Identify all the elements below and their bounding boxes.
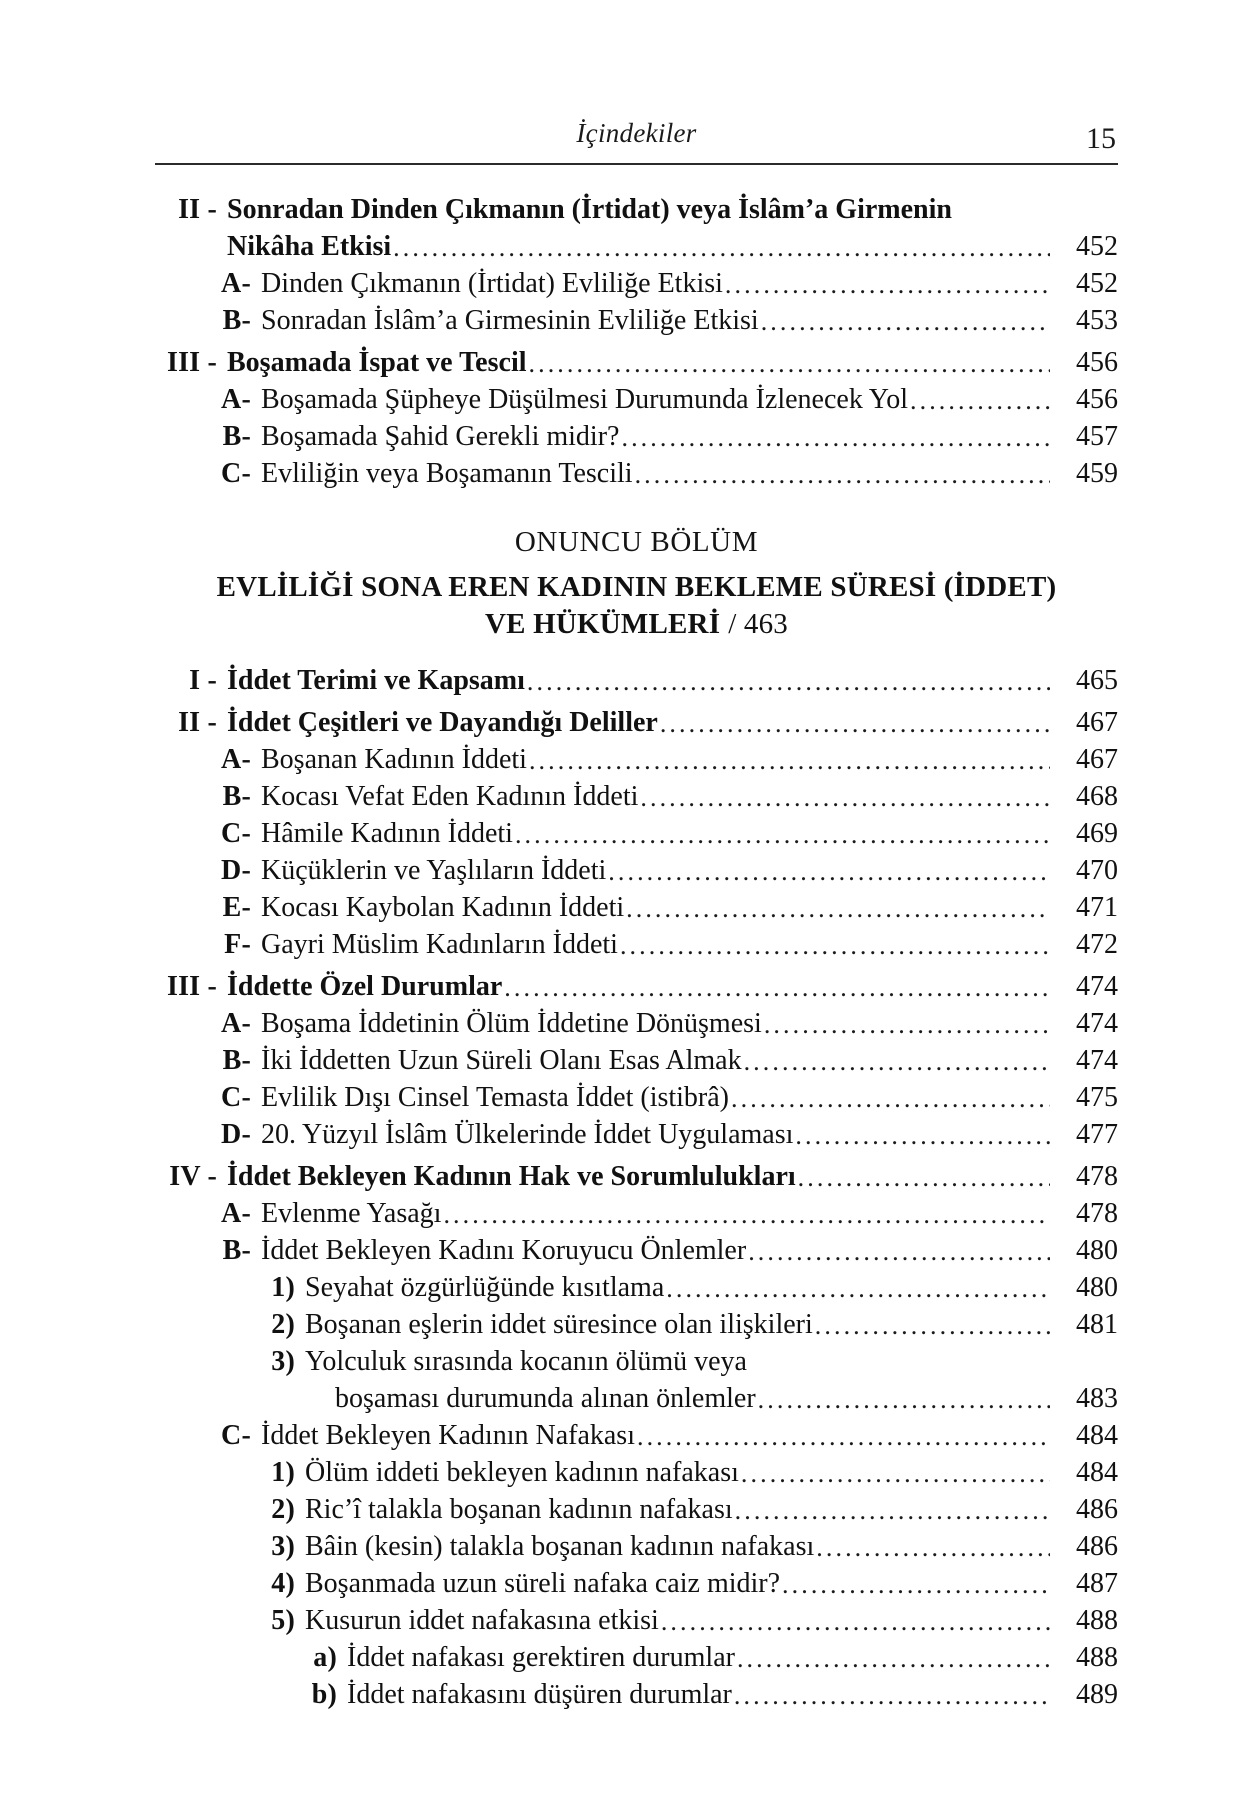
toc-entry-page-number: 457 [1076, 421, 1118, 452]
toc-entry[interactable] [155, 1533, 1118, 1561]
part-title-text: VE HÜKÜMLERİ [484, 608, 721, 640]
toc-entry[interactable] [155, 1274, 1118, 1302]
toc-dot-leader [761, 319, 1050, 335]
toc-entry[interactable] [155, 270, 1118, 298]
toc-entry-label: boşaması durumunda alınan önlemler [335, 1383, 756, 1414]
toc-entry-number: C- [221, 818, 251, 849]
toc-entry-label: Seyahat özgürlüğünde kısıtlama [305, 1272, 665, 1303]
toc-entry-label: Dinden Çıkmanın (İrtidat) Evliliğe Etkisi [261, 268, 723, 299]
toc-entry-number: C- [221, 458, 251, 489]
toc-dot-leader [782, 1582, 1050, 1598]
toc-dot-leader [666, 1286, 1050, 1302]
toc-entry-label: Bâin (kesin) talakla boşanan kadının nafakası [305, 1531, 815, 1562]
toc-entry[interactable] [155, 1496, 1118, 1524]
toc-entry-label: Evlilik Dışı Cinsel Temasta İddet (istibrâ) [261, 1082, 730, 1113]
toc-entry[interactable] [155, 233, 1118, 261]
toc-entry[interactable] [155, 857, 1118, 885]
toc-dot-leader [620, 943, 1050, 959]
toc-entry[interactable] [155, 931, 1118, 959]
toc-entry-page-number: 452 [1076, 231, 1118, 262]
toc-entry[interactable] [155, 1237, 1118, 1265]
toc-entry-label: Boşama İddetinin Ölüm İddetine Dönüşmesi [261, 1008, 762, 1039]
toc-entry-number: 2) [271, 1309, 295, 1340]
toc-dot-leader [737, 1656, 1050, 1672]
toc-entry-page-number: 483 [1076, 1383, 1118, 1414]
toc-entry-label: Boşamada Şüpheye Düşülmesi Durumunda İzlenecek Yol [261, 384, 908, 415]
toc-entry-page-number: 472 [1076, 929, 1118, 960]
toc-entry-page-number: 481 [1076, 1309, 1118, 1340]
toc-entry[interactable] [155, 1607, 1118, 1635]
toc-dot-leader [764, 1022, 1050, 1038]
toc-entry-page-number: 459 [1076, 458, 1118, 489]
toc-entry-label: Sonradan Dinden Çıkmanın (İrtidat) veya İslâm’a Girmenin [227, 194, 952, 225]
toc-entry-page-number: 474 [1076, 1045, 1118, 1076]
toc-entry-label: Kocası Kaybolan Kadının İddeti [261, 892, 625, 923]
toc-entry-number: II - [178, 707, 217, 738]
toc-entry[interactable] [155, 709, 1118, 737]
toc-entry-number: E- [222, 892, 251, 923]
toc-entry-page-number: 487 [1076, 1568, 1118, 1599]
toc-entry-label: Yolculuk sırasında kocanın ölümü veya [305, 1346, 747, 1377]
toc-dot-leader [637, 1434, 1050, 1450]
toc-dot-leader [527, 679, 1050, 695]
toc-entry-number: a) [313, 1642, 337, 1673]
toc-entry-label: İddette Özel Durumlar [227, 971, 503, 1002]
toc-entry-page-number: 480 [1076, 1235, 1118, 1266]
page-folio-number: 15 [1086, 122, 1116, 155]
toc-entry-label: Kocası Vefat Eden Kadının İddeti [261, 781, 639, 812]
toc-entry-label: Boşamada İspat ve Tescil [227, 347, 527, 378]
toc-dot-leader [626, 906, 1050, 922]
toc-entry-number: B- [222, 421, 251, 452]
toc-entry-page-number: 488 [1076, 1605, 1118, 1636]
toc-dot-leader [515, 832, 1050, 848]
toc-entry-label: İddet Terimi ve Kapsamı [227, 665, 525, 696]
toc-entry-page-number: 469 [1076, 818, 1118, 849]
part-title-line-2 [155, 608, 1118, 641]
toc-entry-page-number: 474 [1076, 1008, 1118, 1039]
toc-dot-leader [910, 398, 1050, 414]
toc-entry-number: II - [178, 194, 217, 225]
toc-dot-leader [741, 1471, 1050, 1487]
toc-dot-leader [621, 435, 1050, 451]
toc-dot-leader [954, 208, 1050, 224]
toc-entry-label: İddet Bekleyen Kadının Hak ve Sorumlulukları [227, 1161, 796, 1192]
toc-dot-leader [661, 1619, 1050, 1635]
toc-section-upper [155, 196, 1118, 488]
toc-entry-number: A- [221, 268, 251, 299]
toc-entry-label: İddet nafakasını düşüren durumlar [347, 1679, 732, 1710]
toc-dot-leader [734, 1693, 1050, 1709]
toc-dot-leader [529, 758, 1050, 774]
toc-entry[interactable] [155, 1459, 1118, 1487]
toc-entry-number: III - [166, 971, 217, 1002]
toc-entry-label: Ric’î talakla boşanan kadının nafakası [305, 1494, 733, 1525]
toc-entry-label: İddet Bekleyen Kadının Nafakası [261, 1420, 635, 1451]
toc-entry[interactable] [155, 1311, 1118, 1339]
toc-entry[interactable] [155, 667, 1118, 695]
toc-entry-page-number: 488 [1076, 1642, 1118, 1673]
toc-entry-label: İddet Çeşitleri ve Dayandığı Deliller [227, 707, 658, 738]
toc-dot-leader [748, 1249, 1050, 1265]
toc-entry-number: 1) [271, 1272, 295, 1303]
toc-entry-page-number: 484 [1076, 1420, 1118, 1451]
toc-entry-page-number: 470 [1076, 855, 1118, 886]
toc-entry-number: A- [221, 384, 251, 415]
toc-entry[interactable] [155, 1348, 1118, 1376]
toc-dot-leader [529, 361, 1051, 377]
toc-entry-page-number: 478 [1076, 1161, 1118, 1192]
toc-entry-number: 3) [271, 1531, 295, 1562]
toc-dot-leader [504, 985, 1050, 1001]
toc-entry[interactable] [155, 1681, 1118, 1709]
toc-entry-label: Nikâha Etkisi [227, 231, 392, 262]
toc-entry-page-number: 467 [1076, 744, 1118, 775]
toc-entry[interactable] [155, 349, 1118, 377]
toc-entry-page-number: 465 [1076, 665, 1118, 696]
toc-entry-number: A- [221, 1008, 251, 1039]
toc-entry-label: İddet nafakası gerektiren durumlar [347, 1642, 735, 1673]
toc-dot-leader [744, 1059, 1050, 1075]
toc-entry-page-number: 474 [1076, 971, 1118, 1002]
toc-entry-label: Boşanmada uzun süreli nafaka caiz midir? [305, 1568, 781, 1599]
toc-entry[interactable] [155, 973, 1118, 1001]
toc-entry-number: 3) [271, 1346, 295, 1377]
toc-entry-number: IV - [169, 1161, 217, 1192]
toc-entry-page-number: 477 [1076, 1119, 1118, 1150]
toc-entry[interactable] [155, 1644, 1118, 1672]
toc-entry-label: Kusurun iddet nafakasına etkisi [305, 1605, 659, 1636]
toc-entry-label: Sonradan İslâm’a Girmesinin Evliliğe Etkisi [261, 305, 759, 336]
toc-entry-page-number: 486 [1076, 1494, 1118, 1525]
part-title-line-1: EVLİLİĞİ SONA EREN KADININ BEKLEME SÜRESİ (İDDET) [216, 571, 1057, 603]
toc-entry-number: A- [221, 1198, 251, 1229]
toc-entry-label: İki İddetten Uzun Süreli Olanı Esas Almak [261, 1045, 742, 1076]
toc-entry[interactable] [155, 1121, 1118, 1149]
toc-entry-label: 20. Yüzyıl İslâm Ülkelerinde İddet Uygulaması [261, 1119, 794, 1150]
toc-entry-page-number: 480 [1076, 1272, 1118, 1303]
toc-entry-page-number: 467 [1076, 707, 1118, 738]
part-title-folio: / 463 [728, 608, 789, 640]
toc-dot-leader [798, 1175, 1050, 1191]
toc-dot-leader [608, 869, 1050, 885]
toc-dot-leader [758, 1397, 1050, 1413]
toc-entry-number: I - [189, 665, 217, 696]
toc-section-lower [155, 667, 1118, 1709]
toc-entry-page-number: 456 [1076, 347, 1118, 378]
toc-entry[interactable] [155, 1084, 1118, 1112]
toc-entry-page-number: 453 [1076, 305, 1118, 336]
toc-entry-page-number: 452 [1076, 268, 1118, 299]
toc-dot-leader [749, 1360, 1050, 1376]
toc-entry-label: Boşanan Kadının İddeti [261, 744, 527, 775]
toc-entry[interactable] [155, 1385, 1118, 1413]
toc-dot-leader [731, 1096, 1050, 1112]
toc-entry[interactable] [155, 460, 1118, 488]
toc-entry[interactable] [155, 196, 1118, 224]
toc-entry-page-number: 471 [1076, 892, 1118, 923]
toc-entry-number: B- [222, 305, 251, 336]
toc-entry-label: Evlenme Yasağı [261, 1198, 442, 1229]
toc-dot-leader [815, 1323, 1050, 1339]
toc-entry-page-number: 478 [1076, 1198, 1118, 1229]
toc-entry-number: III - [166, 347, 217, 378]
toc-entry-page-number: 486 [1076, 1531, 1118, 1562]
toc-entry-page-number: 475 [1076, 1082, 1118, 1113]
toc-entry-number: C- [221, 1420, 251, 1451]
toc-entry-label: Evliliğin veya Boşamanın Tescili [261, 458, 633, 489]
toc-entry[interactable] [155, 1010, 1118, 1038]
toc-dot-leader [393, 245, 1050, 261]
toc-entry[interactable] [155, 423, 1118, 451]
toc-dot-leader [660, 721, 1050, 737]
header-rule [155, 163, 1118, 165]
toc-entry[interactable] [155, 894, 1118, 922]
part-heading [155, 526, 1118, 641]
toc-entry-label: Boşamada Şahid Gerekli midir? [261, 421, 620, 452]
toc-entry[interactable] [155, 1047, 1118, 1075]
toc-entry-number: 5) [271, 1605, 295, 1636]
toc-entry-page-number: 484 [1076, 1457, 1118, 1488]
toc-entry-label: Ölüm iddeti bekleyen kadının nafakası [305, 1457, 739, 1488]
toc-dot-leader [725, 282, 1050, 298]
toc-dot-leader [443, 1212, 1050, 1228]
toc-entry[interactable] [155, 307, 1118, 335]
toc-dot-leader [640, 795, 1050, 811]
running-head-title: İçindekiler [576, 118, 697, 148]
toc-dot-leader [635, 472, 1050, 488]
toc-entry-number: D- [221, 1119, 251, 1150]
toc-entry-label: Boşanan eşlerin iddet süresince olan ilişkileri [305, 1309, 813, 1340]
toc-entry-number: B- [222, 1235, 251, 1266]
toc-entry-page-number: 489 [1076, 1679, 1118, 1710]
toc-entry[interactable] [155, 386, 1118, 414]
toc-entry-number: C- [221, 1082, 251, 1113]
toc-entry-number: 2) [271, 1494, 295, 1525]
part-kicker: ONUNCU BÖLÜM [514, 526, 759, 558]
toc-entry[interactable] [155, 1163, 1118, 1191]
toc-entry[interactable] [155, 783, 1118, 811]
toc-dot-leader [816, 1545, 1050, 1561]
toc-entry-number: F- [224, 929, 251, 960]
toc-dot-leader [795, 1133, 1050, 1149]
toc-entry-number: D- [221, 855, 251, 886]
toc-entry[interactable] [155, 1200, 1118, 1228]
toc-entry-number: B- [222, 1045, 251, 1076]
toc-entry[interactable] [155, 746, 1118, 774]
running-head [155, 118, 1118, 164]
toc-entry-number: A- [221, 744, 251, 775]
toc-entry-label: Hâmile Kadının İddeti [261, 818, 513, 849]
toc-entry-label: Gayri Müslim Kadınların İddeti [261, 929, 618, 960]
toc-entry[interactable] [155, 1422, 1118, 1450]
toc-entry-page-number: 468 [1076, 781, 1118, 812]
toc-entry-number: b) [311, 1679, 337, 1710]
toc-entry-number: 1) [271, 1457, 295, 1488]
toc-entry[interactable] [155, 820, 1118, 848]
toc-entry-number: 4) [271, 1568, 295, 1599]
toc-entry-label: İddet Bekleyen Kadını Koruyucu Önlemler [261, 1235, 747, 1266]
toc-entry-page-number: 456 [1076, 384, 1118, 415]
toc-entry-number: B- [222, 781, 251, 812]
toc-entry-label: Küçüklerin ve Yaşlıların İddeti [261, 855, 607, 886]
toc-entry[interactable] [155, 1570, 1118, 1598]
toc-body [155, 196, 1118, 1718]
toc-dot-leader [735, 1508, 1050, 1524]
